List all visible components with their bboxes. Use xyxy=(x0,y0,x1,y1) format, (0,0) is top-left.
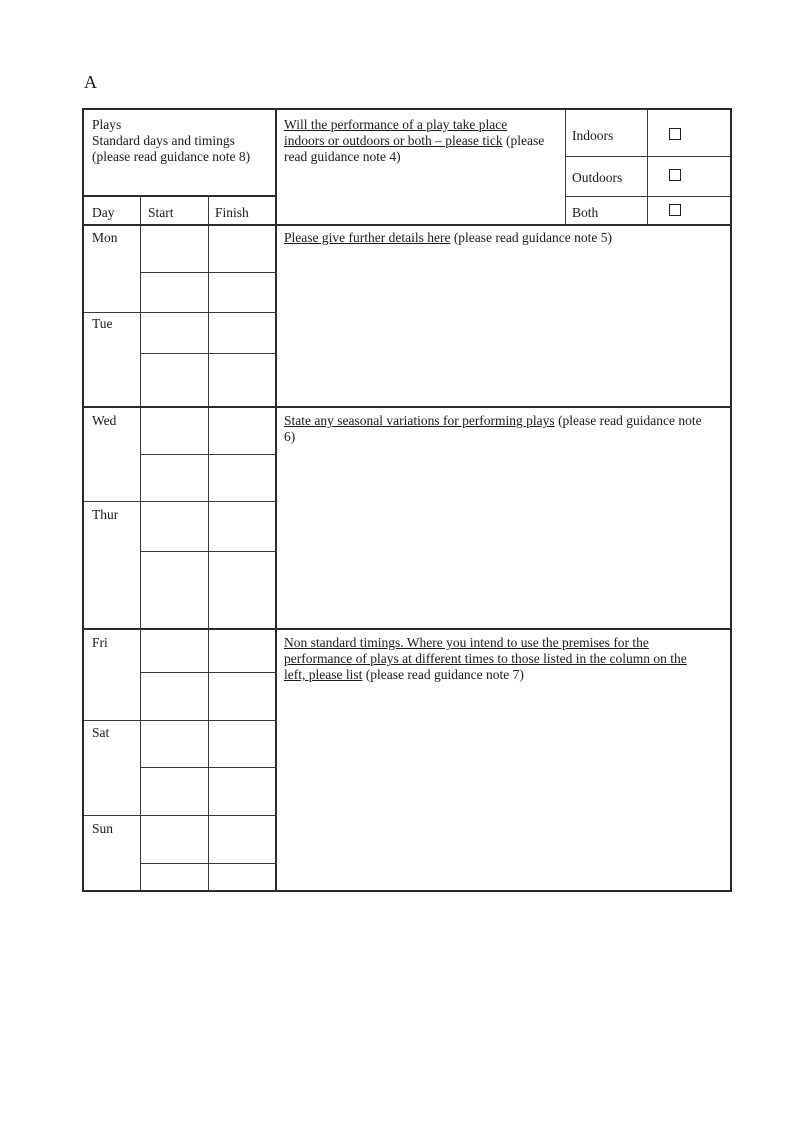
sun-start-2[interactable] xyxy=(141,864,208,890)
tue-start-1[interactable] xyxy=(141,313,208,353)
divider-options-checkbox xyxy=(647,110,648,225)
non-standard-line1 xyxy=(284,635,649,651)
non-standard-heading: Non standard timings. Where you intend to use the premises for the xyxy=(284,635,649,650)
wed-finish-2[interactable] xyxy=(209,455,275,501)
further-details-field[interactable] xyxy=(277,248,732,404)
divider-plays-box xyxy=(84,195,276,197)
location-question-text-1: Will the performance of a play take place xyxy=(284,117,508,132)
thur-start-2[interactable] xyxy=(141,552,208,628)
wed-finish-1[interactable] xyxy=(209,408,275,454)
plays-heading: Plays xyxy=(92,117,122,132)
plays-guidance-note: (please read guidance note 8) xyxy=(92,149,251,164)
divider-option-2 xyxy=(565,196,732,197)
location-question-line3: read guidance note 4) xyxy=(284,149,401,164)
day-label-tue: Tue xyxy=(92,316,113,331)
mon-start-1[interactable] xyxy=(141,226,208,272)
sat-finish-1[interactable] xyxy=(209,721,275,767)
plays-form-table xyxy=(82,108,732,892)
divider-options-left xyxy=(565,110,566,225)
tue-finish-2[interactable] xyxy=(209,354,275,406)
sun-start-1[interactable] xyxy=(141,816,208,863)
sun-finish-2[interactable] xyxy=(209,864,275,890)
location-question-line1 xyxy=(284,117,507,133)
column-header-day: Day xyxy=(92,205,115,220)
non-standard-timings-field[interactable] xyxy=(277,686,732,890)
non-standard-text: performance of plays at different times to those listed in the column on the xyxy=(284,651,687,666)
fri-start-1[interactable] xyxy=(141,630,208,672)
thur-finish-2[interactable] xyxy=(209,552,275,628)
seasonal-variations-prompt xyxy=(284,413,702,429)
day-label-sat: Sat xyxy=(92,725,110,740)
day-label-mon: Mon xyxy=(92,230,118,245)
further-details-prompt xyxy=(284,230,612,246)
sun-finish-1[interactable] xyxy=(209,816,275,863)
day-label-thur: Thur xyxy=(92,507,119,522)
tue-start-2[interactable] xyxy=(141,354,208,406)
thur-finish-1[interactable] xyxy=(209,502,275,551)
option-indoors-label: Indoors xyxy=(572,128,614,143)
fri-finish-1[interactable] xyxy=(209,630,275,672)
thur-start-1[interactable] xyxy=(141,502,208,551)
sat-finish-2[interactable] xyxy=(209,768,275,815)
non-standard-line2 xyxy=(284,651,687,667)
section-letter: A xyxy=(84,72,97,92)
seasonal-variations-field[interactable] xyxy=(277,448,732,626)
seasonal-variations-note-cont: 6) xyxy=(284,429,296,444)
column-header-start: Start xyxy=(148,205,174,220)
column-header-finish: Finish xyxy=(215,205,249,220)
option-both-label: Both xyxy=(572,205,599,220)
tue-finish-1[interactable] xyxy=(209,313,275,353)
non-standard-text-end: left, please list xyxy=(284,667,363,682)
day-label-sun: Sun xyxy=(92,821,114,836)
indoors-checkbox[interactable] xyxy=(669,128,681,140)
plays-subheading: Standard days and timings xyxy=(92,133,235,148)
fri-start-2[interactable] xyxy=(141,673,208,720)
mon-finish-1[interactable] xyxy=(209,226,275,272)
both-checkbox[interactable] xyxy=(669,204,681,216)
location-question-text-2b: (please xyxy=(502,133,545,148)
divider-option-1 xyxy=(565,156,732,157)
fri-finish-2[interactable] xyxy=(209,673,275,720)
wed-start-1[interactable] xyxy=(141,408,208,454)
sat-start-2[interactable] xyxy=(141,768,208,815)
outdoors-checkbox[interactable] xyxy=(669,169,681,181)
day-label-wed: Wed xyxy=(92,413,117,428)
further-details-note: (please read guidance note 5) xyxy=(450,230,612,245)
location-question-line2 xyxy=(284,133,544,149)
seasonal-variations-note: (please read guidance note xyxy=(554,413,702,428)
wed-start-2[interactable] xyxy=(141,455,208,501)
sat-start-1[interactable] xyxy=(141,721,208,767)
location-question-text-2: indoors or outdoors or both – please tick xyxy=(284,133,503,148)
mon-start-2[interactable] xyxy=(141,273,208,312)
non-standard-note: (please read guidance note 7) xyxy=(362,667,524,682)
seasonal-variations-heading: State any seasonal variations for performing plays xyxy=(284,413,555,428)
non-standard-line3 xyxy=(284,667,524,683)
day-label-fri: Fri xyxy=(92,635,108,650)
option-outdoors-label: Outdoors xyxy=(572,170,623,185)
mon-finish-2[interactable] xyxy=(209,273,275,312)
further-details-heading: Please give further details here xyxy=(284,230,451,245)
